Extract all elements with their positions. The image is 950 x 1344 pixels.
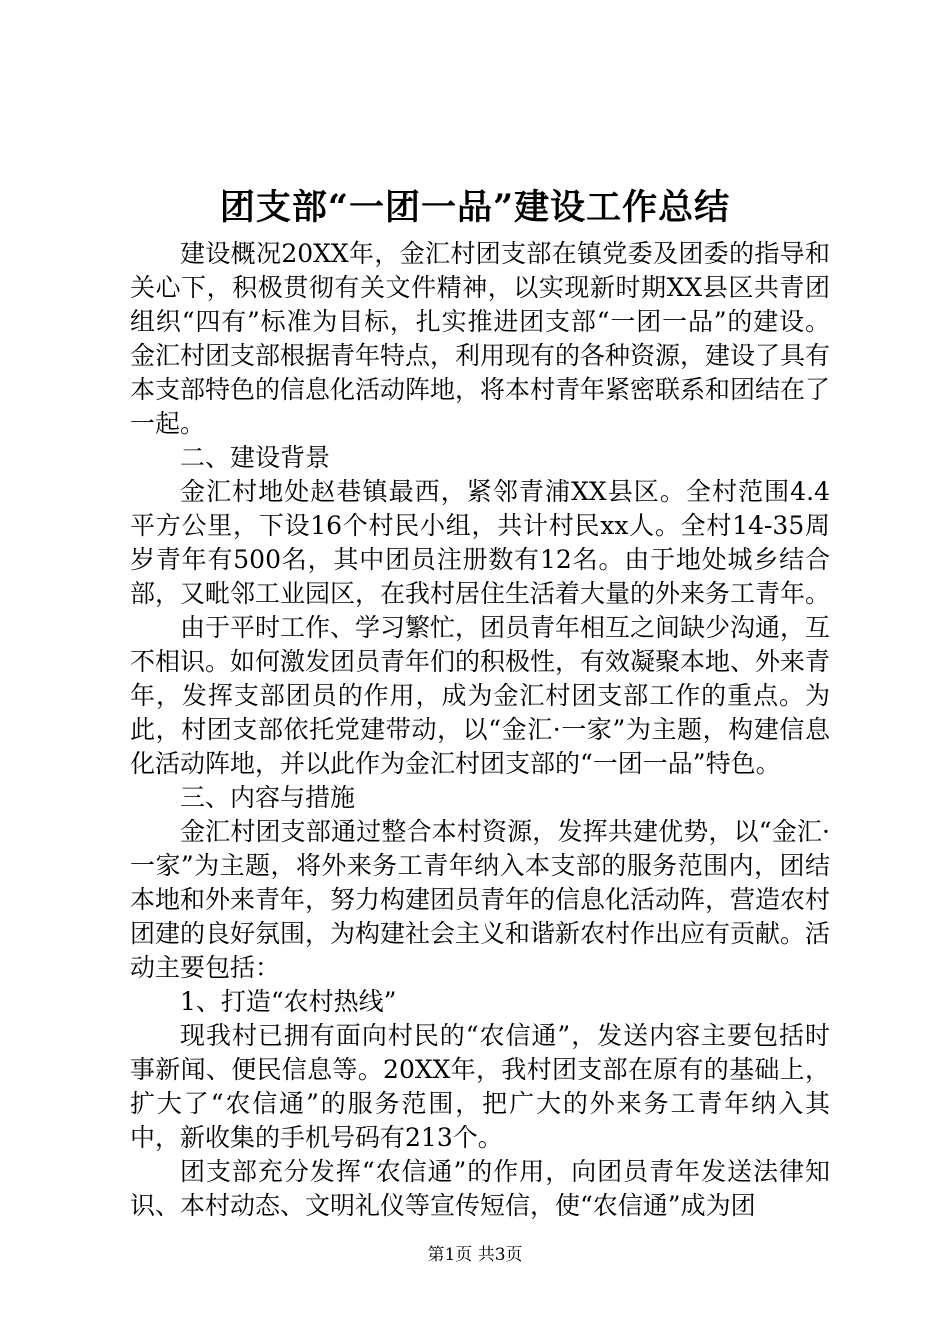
paragraph-background: 金汇村地处赵巷镇最西，紧邻青浦XX县区。全村范围4.4平方公里，下设16个村民小组，共计村民xx人。全村14-35周岁青年有500名，其中团员注册数有12名。由于地处城乡结合部，又毗邻工业园区，在我村居住生活着大量的外来务工青年。 [130, 477, 831, 608]
page-footer: 第1页 共3页 [427, 1245, 523, 1265]
paragraph-measures: 金汇村团支部通过整合本村资源，发挥共建优势，以“金汇·一家”为主题，将外来务工青年纳入本支部的服务范围内，团结本地和外来青年，努力构建团员青年的信息化活动阵，营造农村团建的良好氛围，为构建社会主义和谐新农村作出应有贡献。活动主要包括： [130, 817, 831, 982]
subheading-rural-hotline: 1、打造“农村热线” [180, 987, 397, 1016]
paragraph-hotline-usage: 团支部充分发挥“农信通”的作用，向团员青年发送法律知识、本村动态、文明礼仪等宣传短信，使“农信通”成为团 [130, 1157, 830, 1220]
section-heading-measures: 三、内容与措施 [180, 783, 356, 812]
document-body [130, 237, 830, 1223]
document-title: 团支部“一团一品”建设工作总结 [219, 187, 731, 228]
paragraph-motivation: 由于平时工作、学习繁忙，团员青年相互之间缺少沟通，互不相识。如何激发团员青年们的积极性，有效凝聚本地、外来青年，发挥支部团员的作用，成为金汇村团支部工作的重点。为此，村团支部依托党建带动，以“金汇·一家”为主题，构建信息化活动阵地，并以此作为金汇村团支部的“一团一品”特色。 [130, 613, 831, 778]
paragraph-hotline: 现我村已拥有面向村民的“农信通”，发送内容主要包括时事新闻、便民信息等。20XX年，我村团支部在原有的基础上，扩大了“农信通”的服务范围，把广大的外来务工青年纳入其中，新收集的手机号码有213个。 [130, 1021, 830, 1152]
paragraph-overview: 建设概况20XX年，金汇村团支部在镇党委及团委的指导和关心下，积极贯彻有关文件精神，以实现新时期XX县区共青团组织“四有”标准为目标，扎实推进团支部“一团一品”的建设。金汇村团支部根据青年特点，利用现有的各种资源，建设了具有本支部特色的信息化活动阵地，将本村青年紧密联系和团结在了一起。 [130, 239, 831, 438]
section-heading-background: 二、建设背景 [180, 443, 331, 472]
